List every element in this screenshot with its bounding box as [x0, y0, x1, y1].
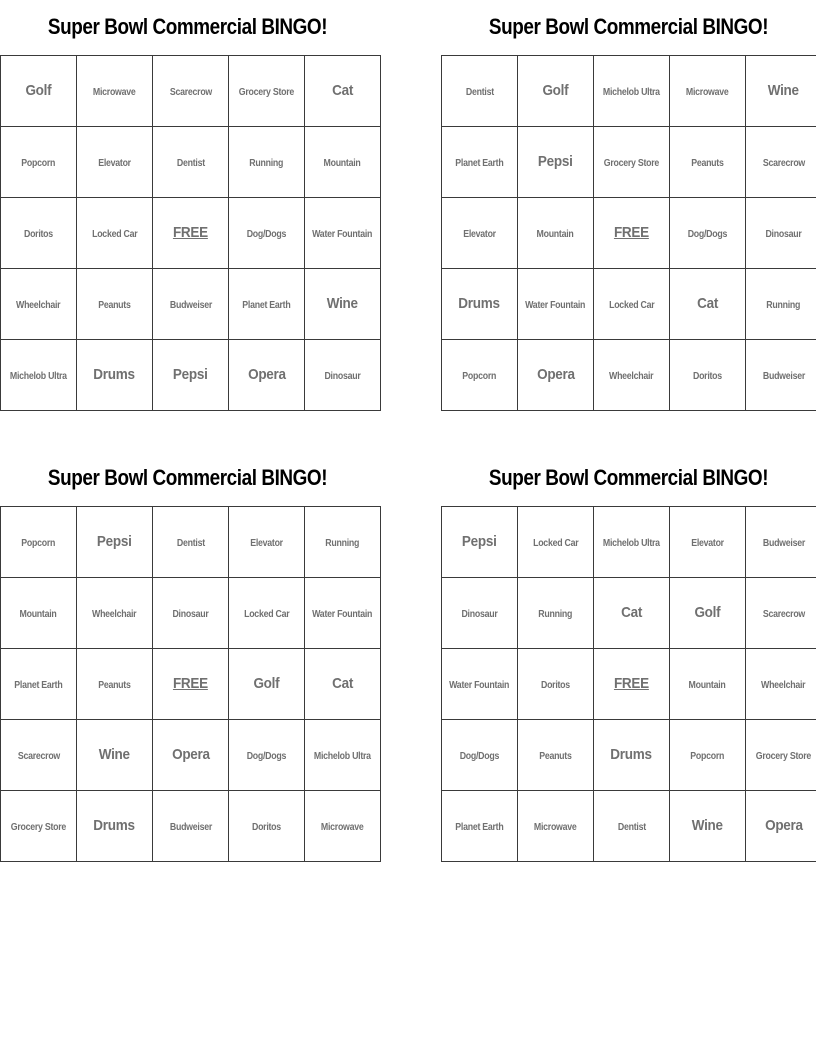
cell-label: Grocery Store [10, 822, 67, 833]
bingo-cell [594, 198, 670, 269]
bingo-cell [442, 649, 518, 720]
cell-label: Elevator [691, 538, 724, 549]
bingo-cell [153, 340, 229, 411]
bingo-cell [229, 507, 305, 578]
bingo-cell [670, 578, 746, 649]
cell-label: Peanuts [98, 680, 131, 691]
cell-label: Wheelchair [609, 371, 654, 382]
bingo-cell [746, 198, 816, 269]
bingo-cell [442, 198, 518, 269]
bingo-row [442, 507, 816, 578]
bingo-cell [670, 198, 746, 269]
cell-label: Wine [98, 746, 131, 763]
bingo-cell [77, 340, 153, 411]
cell-label: Microwave [686, 87, 729, 98]
bingo-cell [746, 127, 816, 198]
bingo-row [1, 269, 381, 340]
cell-label: Planet Earth [242, 300, 291, 311]
bingo-cell [77, 127, 153, 198]
bingo-cell [670, 56, 746, 127]
cell-label: Planet Earth [14, 680, 63, 691]
bingo-cell [442, 578, 518, 649]
bingo-cell [229, 269, 305, 340]
bingo-row [1, 127, 381, 198]
cell-label: Peanuts [539, 751, 572, 762]
bingo-row [1, 720, 381, 791]
cell-label: Dentist [176, 158, 205, 169]
bingo-cell [442, 269, 518, 340]
bingo-cell [1, 507, 77, 578]
bingo-cell [77, 720, 153, 791]
cell-label: Wheelchair [92, 609, 137, 620]
bingo-cell [305, 340, 381, 411]
bingo-cell [153, 791, 229, 862]
bingo-cell [746, 507, 816, 578]
bingo-cell [670, 340, 746, 411]
cell-label: Dog/Dogs [687, 229, 728, 240]
cell-label: Running [249, 158, 284, 169]
cell-label: Budweiser [762, 371, 805, 382]
bingo-card-3 [0, 451, 375, 857]
cell-label: Dinosaur [172, 609, 209, 620]
cell-label: Grocery Store [238, 87, 295, 98]
cell-label: Budweiser [762, 538, 805, 549]
cell-label: Elevator [98, 158, 131, 169]
bingo-row [442, 578, 816, 649]
cell-label: Dentist [176, 538, 205, 549]
free-space-label: FREE [173, 224, 208, 241]
bingo-cell [442, 127, 518, 198]
bingo-cell [518, 507, 594, 578]
free-space-label: FREE [173, 675, 208, 692]
cell-label: Water Fountain [449, 680, 510, 691]
cell-label: Dog/Dogs [459, 751, 500, 762]
card-title: Super Bowl Commercial BINGO! [47, 465, 328, 490]
bingo-cell [518, 340, 594, 411]
cell-label: Wine [326, 295, 359, 312]
bingo-cell [1, 127, 77, 198]
cell-label: Opera [536, 366, 575, 383]
bingo-row [1, 649, 381, 720]
cell-label: Running [538, 609, 573, 620]
cell-label: Running [766, 300, 801, 311]
cell-label: Planet Earth [455, 822, 504, 833]
cell-label: Grocery Store [755, 751, 812, 762]
bingo-cell [77, 578, 153, 649]
bingo-cell [518, 649, 594, 720]
cell-label: Budweiser [169, 822, 212, 833]
bingo-cell [77, 198, 153, 269]
cell-label: Dinosaur [324, 371, 361, 382]
bingo-cell [670, 649, 746, 720]
bingo-cell [518, 791, 594, 862]
cell-label: Drums [93, 366, 136, 383]
cell-label: Water Fountain [312, 229, 373, 240]
bingo-cell [746, 791, 816, 862]
bingo-cell [229, 198, 305, 269]
bingo-cell [746, 269, 816, 340]
bingo-cell [229, 649, 305, 720]
free-space-label: FREE [614, 675, 649, 692]
cell-label: Michelob Ultra [10, 371, 67, 382]
cell-label: Opera [764, 817, 803, 834]
bingo-cell [1, 340, 77, 411]
cell-label: Budweiser [169, 300, 212, 311]
bingo-cell [229, 127, 305, 198]
bingo-cell [1, 198, 77, 269]
bingo-cell [518, 198, 594, 269]
bingo-row [442, 720, 816, 791]
cell-label: Opera [247, 366, 286, 383]
bingo-cell [670, 127, 746, 198]
cell-label: Cat [332, 675, 353, 692]
cell-label: Michelob Ultra [603, 87, 660, 98]
cell-label: Drums [610, 746, 653, 763]
bingo-row [442, 56, 816, 127]
bingo-row [442, 340, 816, 411]
bingo-card-2 [441, 0, 816, 406]
cell-label: Doritos [24, 229, 53, 240]
bingo-cell [594, 269, 670, 340]
cell-label: Wine [767, 82, 800, 99]
bingo-cell [229, 791, 305, 862]
cell-label: Microwave [534, 822, 577, 833]
cell-label: Microwave [321, 822, 364, 833]
bingo-cell [77, 269, 153, 340]
bingo-cell [153, 507, 229, 578]
bingo-cell [305, 198, 381, 269]
bingo-cell [594, 56, 670, 127]
cell-label: Scarecrow [762, 609, 805, 620]
cell-label: Dinosaur [765, 229, 802, 240]
bingo-cell [594, 340, 670, 411]
bingo-cell [305, 649, 381, 720]
cell-label: Dentist [465, 87, 494, 98]
bingo-cell [305, 720, 381, 791]
cell-label: Scarecrow [169, 87, 212, 98]
cell-label: Popcorn [21, 538, 56, 549]
cell-label: Mountain [19, 609, 57, 620]
bingo-row [1, 578, 381, 649]
bingo-cell [442, 507, 518, 578]
bingo-cell [594, 720, 670, 791]
bingo-cell [670, 720, 746, 791]
bingo-cell [670, 791, 746, 862]
cell-label: Wine [691, 817, 724, 834]
card-title: Super Bowl Commercial BINGO! [488, 14, 769, 39]
cell-label: Popcorn [690, 751, 725, 762]
cell-label: Cat [697, 295, 718, 312]
bingo-row [1, 791, 381, 862]
cell-label: Running [325, 538, 360, 549]
cell-label: Locked Car [91, 229, 138, 240]
cell-label: Peanuts [691, 158, 724, 169]
cell-label: Drums [458, 295, 501, 312]
card-title: Super Bowl Commercial BINGO! [47, 14, 328, 39]
cell-label: Elevator [463, 229, 496, 240]
cell-label: Golf [542, 82, 569, 99]
bingo-cell [77, 56, 153, 127]
bingo-cell [594, 127, 670, 198]
cell-label: Dentist [617, 822, 646, 833]
bingo-cell [442, 340, 518, 411]
bingo-cell [305, 578, 381, 649]
cell-label: Peanuts [98, 300, 131, 311]
bingo-row [1, 198, 381, 269]
cell-label: Scarecrow [762, 158, 805, 169]
cell-label: Dog/Dogs [246, 229, 287, 240]
bingo-cell [153, 198, 229, 269]
bingo-cell [1, 791, 77, 862]
bingo-cell [746, 340, 816, 411]
bingo-cell [442, 791, 518, 862]
cell-label: Mountain [536, 229, 574, 240]
bingo-cell [153, 720, 229, 791]
cell-label: Mountain [688, 680, 726, 691]
bingo-cell [670, 269, 746, 340]
cell-label: Grocery Store [603, 158, 660, 169]
bingo-cell [153, 127, 229, 198]
free-space-label: FREE [614, 224, 649, 241]
bingo-cell [1, 578, 77, 649]
bingo-cell [153, 578, 229, 649]
bingo-card-1 [0, 0, 375, 406]
bingo-cell [153, 269, 229, 340]
cell-label: Golf [253, 675, 280, 692]
bingo-cell [153, 56, 229, 127]
bingo-cell [153, 649, 229, 720]
bingo-card-4 [441, 451, 816, 857]
bingo-cell [746, 578, 816, 649]
cell-label: Water Fountain [525, 300, 586, 311]
bingo-cell [594, 578, 670, 649]
bingo-cell [1, 269, 77, 340]
bingo-cell [305, 507, 381, 578]
bingo-cell [229, 578, 305, 649]
bingo-cell [518, 720, 594, 791]
cell-label: Mountain [323, 158, 361, 169]
cell-label: Michelob Ultra [603, 538, 660, 549]
bingo-grid [441, 55, 816, 411]
bingo-row [442, 198, 816, 269]
bingo-cell [305, 56, 381, 127]
bingo-cell [1, 649, 77, 720]
cell-label: Pepsi [538, 153, 573, 170]
cell-label: Pepsi [173, 366, 208, 383]
bingo-cell [77, 507, 153, 578]
cell-label: Doritos [693, 371, 722, 382]
bingo-cell [305, 269, 381, 340]
bingo-cell [305, 127, 381, 198]
cell-label: Golf [694, 604, 721, 621]
cell-label: Cat [621, 604, 642, 621]
cell-label: Water Fountain [312, 609, 373, 620]
bingo-cell [518, 269, 594, 340]
cell-label: Michelob Ultra [314, 751, 371, 762]
bingo-cell [1, 56, 77, 127]
bingo-grid [0, 55, 381, 411]
bingo-row [442, 127, 816, 198]
bingo-cell [305, 791, 381, 862]
cell-label: Opera [171, 746, 210, 763]
bingo-row [1, 56, 381, 127]
bingo-cell [670, 507, 746, 578]
bingo-row [1, 507, 381, 578]
cell-label: Locked Car [532, 538, 579, 549]
cell-label: Wheelchair [16, 300, 61, 311]
cell-label: Planet Earth [455, 158, 504, 169]
cell-label: Pepsi [462, 533, 497, 550]
bingo-cell [229, 56, 305, 127]
cell-label: Popcorn [21, 158, 56, 169]
cell-label: Dog/Dogs [246, 751, 287, 762]
bingo-cell [229, 720, 305, 791]
cell-label: Scarecrow [17, 751, 60, 762]
bingo-cell [518, 127, 594, 198]
bingo-cell [746, 720, 816, 791]
bingo-cell [1, 720, 77, 791]
cell-label: Dinosaur [461, 609, 498, 620]
cell-label: Doritos [252, 822, 281, 833]
bingo-cell [594, 507, 670, 578]
bingo-row [1, 340, 381, 411]
bingo-cell [77, 649, 153, 720]
bingo-grid [0, 506, 381, 862]
bingo-cell [77, 791, 153, 862]
cell-label: Locked Car [243, 609, 290, 620]
bingo-cell [518, 56, 594, 127]
cell-label: Elevator [250, 538, 283, 549]
bingo-row [442, 269, 816, 340]
cell-label: Popcorn [462, 371, 497, 382]
bingo-cell [442, 56, 518, 127]
bingo-row [442, 791, 816, 862]
bingo-cell [746, 56, 816, 127]
cell-label: Doritos [541, 680, 570, 691]
bingo-grid [441, 506, 816, 862]
bingo-cell [229, 340, 305, 411]
cell-label: Golf [25, 82, 52, 99]
cell-label: Cat [332, 82, 353, 99]
cell-label: Wheelchair [761, 680, 806, 691]
bingo-cell [594, 791, 670, 862]
bingo-cell [746, 649, 816, 720]
card-title: Super Bowl Commercial BINGO! [488, 465, 769, 490]
cell-label: Pepsi [97, 533, 132, 550]
cell-label: Locked Car [608, 300, 655, 311]
cell-label: Drums [93, 817, 136, 834]
cell-label: Microwave [93, 87, 136, 98]
bingo-row [442, 649, 816, 720]
bingo-cell [594, 649, 670, 720]
bingo-cell [518, 578, 594, 649]
bingo-cell [442, 720, 518, 791]
